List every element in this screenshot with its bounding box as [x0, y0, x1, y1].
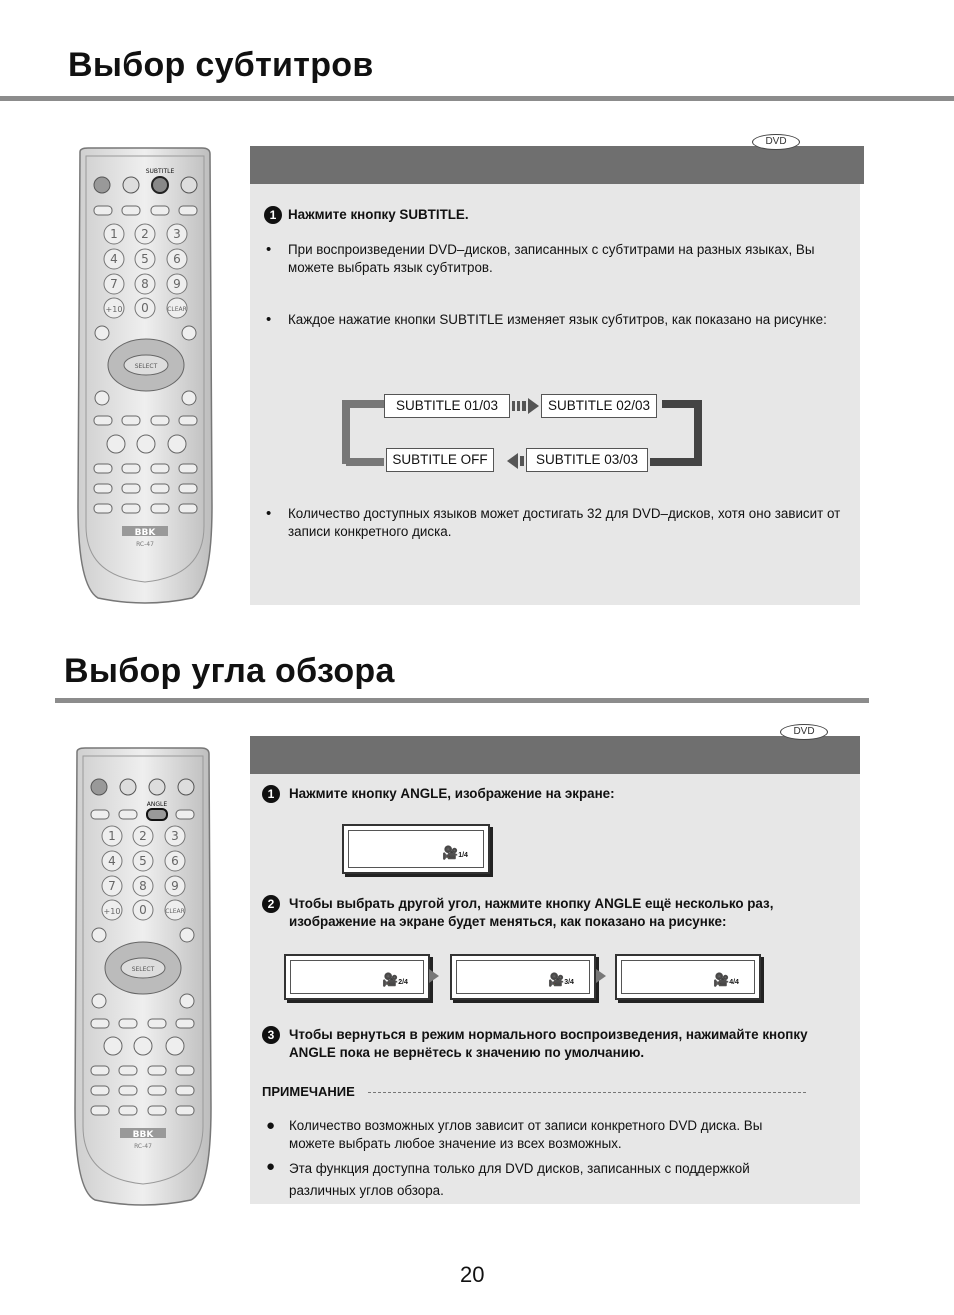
svg-text:6: 6	[171, 854, 179, 868]
svg-text:3: 3	[171, 829, 179, 843]
svg-text:SELECT: SELECT	[131, 966, 155, 973]
svg-text:7: 7	[110, 277, 118, 291]
subtitle-state-box: SUBTITLE OFF	[386, 448, 494, 472]
title-rule	[55, 698, 869, 703]
remote-control-image	[74, 146, 216, 606]
svg-text:RC-47: RC-47	[134, 1143, 152, 1150]
svg-text:9: 9	[171, 879, 179, 893]
svg-text:9: 9	[173, 277, 181, 291]
brand-logo: BBK	[134, 528, 156, 538]
step-2-text: Чтобы выбрать другой угол, нажмите кнопку ANGLE ещё несколько раз, изображение на экране будет меняться, как показано на рисунке:	[289, 896, 774, 929]
dvd-badge: DVD	[780, 724, 828, 740]
page-number: 20	[460, 1262, 485, 1287]
step-number-1: 1	[264, 206, 282, 224]
note-divider	[368, 1092, 806, 1093]
svg-text:3: 3	[173, 227, 181, 241]
step-1-text: Нажмите кнопку SUBTITLE.	[288, 207, 469, 222]
svg-text:+10: +10	[105, 305, 123, 314]
note-text-1: Количество возможных углов зависит от записи конкретного DVD диска. Вы можете выбрать любое значение из всех возможных.	[289, 1118, 763, 1151]
subtitle-key-label: SUBTITLE	[145, 168, 175, 175]
svg-text:1: 1	[110, 227, 118, 241]
step-number-1: 1	[262, 785, 280, 803]
tv-screen-angle-4	[615, 954, 761, 1000]
bullet-text-3: Количество доступных языков может достигать 32 для DVD–дисков, хотя оно зависит от записи конкретного диска.	[288, 506, 841, 539]
svg-text:5: 5	[141, 252, 149, 266]
svg-text:+10: +10	[103, 907, 121, 916]
remote-control-image	[71, 746, 215, 1208]
dvd-badge: DVD	[752, 134, 800, 150]
angle-key-label: ANGLE	[146, 801, 168, 808]
step-number-2: 2	[262, 895, 280, 913]
svg-text:CLEAR: CLEAR	[165, 908, 185, 915]
brand-logo: BBK	[132, 1130, 154, 1140]
svg-text:0: 0	[141, 301, 149, 315]
subtitle-state-box: SUBTITLE 03/03	[526, 448, 648, 472]
svg-text:SELECT: SELECT	[134, 363, 158, 370]
svg-text:8: 8	[139, 879, 147, 893]
tv-screen-angle-3	[450, 954, 596, 1000]
svg-text:4: 4	[108, 854, 116, 868]
arrow-right-icon	[429, 969, 439, 983]
title-rule	[0, 96, 954, 101]
bullet-icon: ●	[266, 1158, 276, 1175]
svg-text:8: 8	[141, 277, 149, 291]
panel-header-bar	[250, 146, 864, 184]
bullet-text-2: Каждое нажатие кнопки SUBTITLE изменяет язык субтитров, как показано на рисунке:	[288, 312, 827, 327]
svg-text:2: 2	[141, 227, 149, 241]
svg-text:6: 6	[173, 252, 181, 266]
section-title-subtitles: Выбор субтитров	[68, 46, 374, 84]
step-1-text: Нажмите кнопку ANGLE, изображение на экране:	[289, 786, 615, 801]
bullet-icon: ●	[266, 1117, 276, 1134]
step-3-text: Чтобы вернуться в режим нормального воспроизведения, нажимайте кнопку ANGLE пока не вернётесь к значению по умолчанию.	[289, 1027, 808, 1060]
svg-text:4: 4	[110, 252, 118, 266]
svg-text:RC-47: RC-47	[136, 541, 154, 548]
subtitle-state-box: SUBTITLE 02/03	[541, 394, 657, 418]
svg-text:CLEAR: CLEAR	[167, 306, 187, 313]
arrow-right-icon	[596, 969, 606, 983]
note-text-2: Эта функция доступна только для DVD дисков, записанных с поддержкой различных углов обзора.	[289, 1161, 750, 1198]
svg-text:2: 2	[139, 829, 147, 843]
svg-text:1: 1	[108, 829, 116, 843]
camera-icon: 🎥2/4	[382, 972, 408, 987]
subtitle-state-box: SUBTITLE 01/03	[384, 394, 510, 418]
bullet-icon: •	[266, 505, 272, 522]
note-label: ПРИМЕЧАНИЕ	[262, 1084, 355, 1099]
tv-screen-angle-1	[342, 824, 490, 874]
svg-text:5: 5	[139, 854, 147, 868]
camera-icon: 🎥4/4	[713, 972, 739, 987]
svg-text:7: 7	[108, 879, 116, 893]
bullet-icon: •	[266, 311, 272, 328]
camera-icon: 🎥1/4	[442, 845, 468, 860]
tv-screen-angle-2	[284, 954, 430, 1000]
step-number-3: 3	[262, 1026, 280, 1044]
bullet-icon: •	[266, 241, 272, 258]
camera-icon: 🎥3/4	[548, 972, 574, 987]
panel-header-bar	[250, 736, 860, 774]
svg-text:0: 0	[139, 903, 147, 917]
section-title-angle: Выбор угла обзора	[64, 652, 395, 690]
bullet-text-1: При воспроизведении DVD–дисков, записанных с субтитрами на разных языках, Вы можете выбрать язык субтитров.	[288, 242, 815, 275]
